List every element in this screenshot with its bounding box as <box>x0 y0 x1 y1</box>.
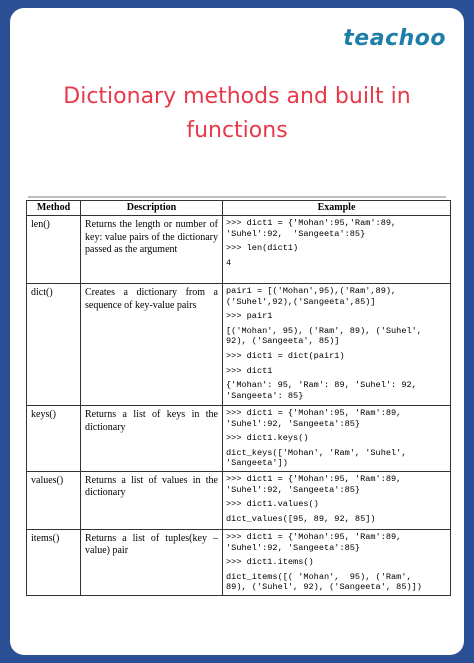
code-line: 92), ('Sangeeta', 85)] <box>226 336 340 347</box>
method-cell: items() <box>27 529 81 595</box>
header-method: Method <box>27 201 81 216</box>
code-line: >>> pair1 <box>226 311 273 322</box>
code-line: >>> dict1.items() <box>226 557 314 568</box>
code-line: dict_values([95, 89, 92, 85]) <box>226 513 376 524</box>
page-title <box>10 80 464 148</box>
table-row <box>27 284 451 406</box>
description-cell: Creates a dictionary from a sequence of key-value pairs <box>81 284 223 406</box>
code-line: >>> dict1 = {'Mohan':95, 'Ram':89, <box>226 408 402 418</box>
code-line: >>> dict1 = dict(pair1) <box>226 350 345 361</box>
code-line: ('Suhel',92),('Sangeeta',85)] <box>226 296 376 307</box>
example-cell <box>223 471 451 529</box>
example-cell <box>223 216 451 284</box>
code-line: 4 <box>226 257 232 268</box>
table-header-row <box>27 201 451 216</box>
table-row <box>27 406 451 472</box>
code-line: dict_items([( 'Mohan', 95), ('Ram', <box>226 571 412 582</box>
description-cell: Returns a list of values in the dictionary <box>81 471 223 529</box>
code-line: dict_keys(['Mohan', 'Ram', 'Suhel', <box>226 447 407 458</box>
teachoo-logo: teachoo <box>343 26 446 51</box>
code-line: 'Sangeeta': 85} <box>226 390 304 401</box>
description-cell: Returns a list of tuples(key – value) pair <box>81 529 223 595</box>
method-cell: values() <box>27 471 81 529</box>
content-card <box>10 8 464 655</box>
dictionary-methods-table <box>26 200 451 596</box>
example-cell <box>223 406 451 472</box>
example-cell <box>223 529 451 595</box>
code-line: [('Mohan', 95), ('Ram', 89), ('Suhel', <box>226 325 422 336</box>
code-line: >>> dict1 = {'Mohan':95, 'Ram':89, <box>226 531 402 542</box>
example-cell <box>223 284 451 406</box>
code-line: {'Mohan': 95, 'Ram': 89, 'Suhel': 92, <box>226 380 417 391</box>
header-example: Example <box>223 201 451 216</box>
cropped-caption-line <box>28 196 446 198</box>
method-cell: keys() <box>27 406 81 472</box>
code-line: >>> len(dict1) <box>226 243 299 254</box>
table-row <box>27 471 451 529</box>
table-row <box>27 529 451 595</box>
code-line: >>> dict1.keys() <box>226 433 309 444</box>
title-line-1: Dictionary methods and built in <box>63 84 411 109</box>
code-line: >>> dict1 = {'Mohan':95, 'Ram':89, <box>226 473 402 484</box>
method-cell: dict() <box>27 284 81 406</box>
header-description: Description <box>81 201 223 216</box>
code-line: 89), ('Suhel', 92), ('Sangeeta', 85)]) <box>226 582 422 593</box>
code-line: 'Suhel':92, 'Sangeeta':85} <box>226 418 361 429</box>
code-line: >>> dict1.values() <box>226 499 319 510</box>
code-line: 'Suhel':92, 'Sangeeta':85} <box>226 484 361 495</box>
code-line: 'Sangeeta']) <box>226 458 288 469</box>
title-line-2: functions <box>186 118 288 143</box>
table-row <box>27 216 451 284</box>
code-line: 'Suhel':92, 'Sangeeta':85} <box>226 542 361 553</box>
code-line: >>> dict1 <box>226 365 273 376</box>
code-line: pair1 = [('Mohan',95),('Ram',89), <box>226 286 397 296</box>
code-line: 'Suhel':92, 'Sangeeta':85} <box>226 228 366 239</box>
code-line: >>> dict1 = {'Mohan':95,'Ram':89, <box>226 218 397 228</box>
method-cell: len() <box>27 216 81 284</box>
description-cell: Returns a list of keys in the dictionary <box>81 406 223 472</box>
description-cell: Returns the length or number of key: value pairs of the dictionary passed as the argument <box>81 216 223 284</box>
